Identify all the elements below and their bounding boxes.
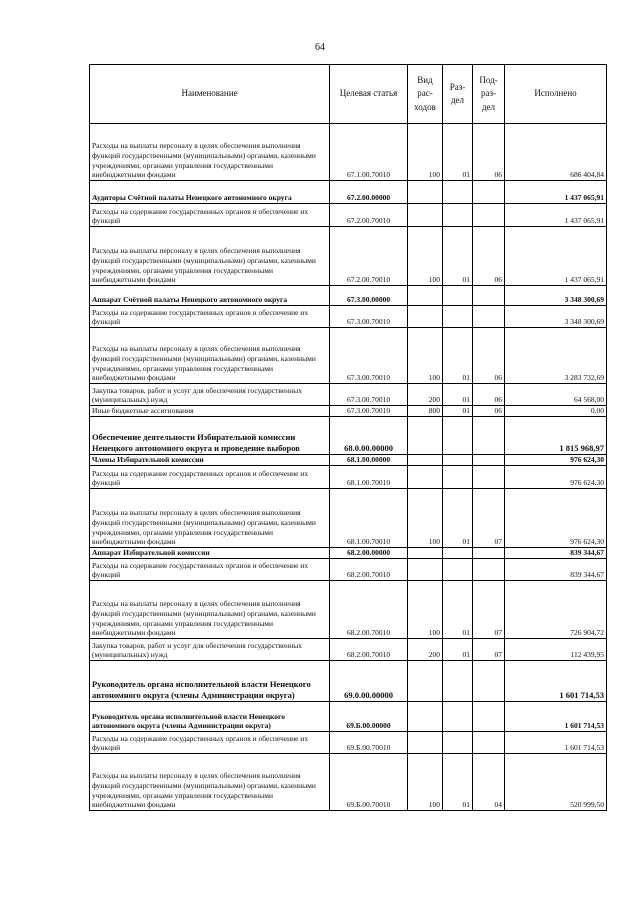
row-subsection: 06	[473, 328, 505, 384]
row-expense-type: 100	[408, 227, 443, 286]
row-executed-amount: 0,00	[505, 406, 607, 417]
header-expense-type: Вид рас-ходов	[408, 65, 443, 124]
row-executed-amount: 976 624,30	[505, 466, 607, 489]
row-executed-amount: 1 601 714,53	[505, 661, 607, 702]
row-expense-type	[408, 417, 443, 455]
row-name: Члены Избирательной комиссии	[90, 455, 330, 466]
table-row	[90, 384, 607, 406]
row-section: 01	[443, 489, 473, 548]
row-subsection	[473, 455, 505, 466]
row-target-article: 67.1.00.70010	[330, 124, 408, 181]
row-executed-amount: 839 344,67	[505, 548, 607, 559]
row-section	[443, 732, 473, 754]
row-target-article: 67.2.00.70010	[330, 227, 408, 286]
row-expense-type: 100	[408, 489, 443, 548]
table-row	[90, 639, 607, 661]
row-subsection: 06	[473, 124, 505, 181]
table-row	[90, 286, 607, 306]
row-name: Расходы на выплаты персоналу в целях обеспечения выполнения функций государственными (муниципальными) органами, казенными учреждениями, органами управления государственными внебюджетными фондами	[90, 581, 330, 639]
row-name: Обеспечение деятельности Избирательной комиссии Ненецкого автономного округа и проведение выборов	[90, 417, 330, 455]
row-section	[443, 466, 473, 489]
table-row	[90, 559, 607, 581]
row-section: 01	[443, 639, 473, 661]
row-expense-type	[408, 204, 443, 227]
row-executed-amount: 976 624,30	[505, 489, 607, 548]
row-executed-amount: 1 437 065,91	[505, 227, 607, 286]
row-name: Закупка товаров, работ и услуг для обеспечения государственных (муниципальных) нужд	[90, 384, 330, 406]
row-section: 01	[443, 124, 473, 181]
row-executed-amount: 839 344,67	[505, 559, 607, 581]
table-row	[90, 661, 607, 702]
row-target-article: 68.1.00.70010	[330, 466, 408, 489]
row-name: Расходы на выплаты персоналу в целях обеспечения выполнения функций государственными (муниципальными) органами, казенными учреждениями, органами управления государственными внебюджетными фондами	[90, 328, 330, 384]
row-subsection: 07	[473, 581, 505, 639]
row-target-article: 67.3.00.70010	[330, 306, 408, 328]
row-expense-type	[408, 466, 443, 489]
row-target-article: 68.2.00.70010	[330, 639, 408, 661]
row-section	[443, 204, 473, 227]
table-row	[90, 306, 607, 328]
row-target-article: 69.Б.00.70010	[330, 754, 408, 811]
row-expense-type: 100	[408, 328, 443, 384]
table-row	[90, 489, 607, 548]
row-expense-type	[408, 548, 443, 559]
row-name: Расходы на содержание государственных органов и обеспечение их функций	[90, 732, 330, 754]
row-target-article: 68.0.00.00000	[330, 417, 408, 455]
row-executed-amount: 686 404,84	[505, 124, 607, 181]
table-row	[90, 328, 607, 384]
row-subsection	[473, 466, 505, 489]
row-name: Расходы на выплаты персоналу в целях обеспечения выполнения функций государственными (муниципальными) органами, казенными учреждениями, органами управления государственными внебюджетными фондами	[90, 754, 330, 811]
row-section: 01	[443, 227, 473, 286]
row-subsection	[473, 559, 505, 581]
row-target-article: 69.Б.00.70010	[330, 732, 408, 754]
row-name: Расходы на выплаты персоналу в целях обеспечения выполнения функций государственными (муниципальными) органами, казенными учреждениями, органами управления государственными внебюджетными фондами	[90, 227, 330, 286]
table-row	[90, 702, 607, 732]
table-row	[90, 754, 607, 811]
row-name: Руководитель органа исполнительной власти Ненецкого автономного округа (члены Администрации округа)	[90, 702, 330, 732]
row-target-article: 68.2.00.00000	[330, 548, 408, 559]
row-executed-amount: 976 624,30	[505, 455, 607, 466]
row-subsection	[473, 181, 505, 204]
row-expense-type	[408, 732, 443, 754]
row-target-article: 69.0.00.00000	[330, 661, 408, 702]
row-expense-type	[408, 181, 443, 204]
row-executed-amount: 1 437 065,91	[505, 181, 607, 204]
row-executed-amount: 1 437 065,91	[505, 204, 607, 227]
row-section: 01	[443, 384, 473, 406]
table-row	[90, 732, 607, 754]
table-row	[90, 417, 607, 455]
row-target-article: 68.2.00.70010	[330, 559, 408, 581]
row-subsection	[473, 417, 505, 455]
row-name: Аппарат Избирательной комиссии	[90, 548, 330, 559]
row-name: Аппарат Счётной палаты Ненецкого автономного округа	[90, 286, 330, 306]
table-row	[90, 466, 607, 489]
row-name: Иные бюджетные ассигнования	[90, 406, 330, 417]
row-executed-amount: 726 904,72	[505, 581, 607, 639]
row-target-article: 67.2.00.00000	[330, 181, 408, 204]
row-target-article: 68.1.00.70010	[330, 489, 408, 548]
row-name: Расходы на содержание государственных органов и обеспечение их функций	[90, 306, 330, 328]
row-section	[443, 661, 473, 702]
row-section	[443, 306, 473, 328]
table-row	[90, 181, 607, 204]
row-executed-amount: 3 348 300,69	[505, 306, 607, 328]
row-target-article: 68.2.00.70010	[330, 581, 408, 639]
row-subsection: 04	[473, 754, 505, 811]
row-expense-type: 100	[408, 581, 443, 639]
row-subsection	[473, 286, 505, 306]
table-row	[90, 455, 607, 466]
row-target-article: 67.3.00.70010	[330, 406, 408, 417]
row-target-article: 67.2.00.70010	[330, 204, 408, 227]
row-section	[443, 455, 473, 466]
row-expense-type	[408, 286, 443, 306]
row-name: Аудиторы Счётной палаты Ненецкого автономного округа	[90, 181, 330, 204]
table-row	[90, 406, 607, 417]
table-row	[90, 204, 607, 227]
header-section: Раз-дел	[443, 65, 473, 124]
row-expense-type: 800	[408, 406, 443, 417]
row-target-article: 67.3.00.70010	[330, 328, 408, 384]
row-subsection: 06	[473, 384, 505, 406]
table-row	[90, 227, 607, 286]
row-target-article: 69.Б.00.00000	[330, 702, 408, 732]
row-executed-amount: 3 283 732,69	[505, 328, 607, 384]
row-subsection	[473, 306, 505, 328]
header-executed: Исполнено	[505, 65, 607, 124]
row-name: Расходы на содержание государственных органов и обеспечение их функций	[90, 204, 330, 227]
row-section	[443, 181, 473, 204]
row-section: 01	[443, 328, 473, 384]
header-subsection: Под-раз-дел	[473, 65, 505, 124]
row-expense-type: 100	[408, 754, 443, 811]
row-section: 01	[443, 754, 473, 811]
table-row	[90, 124, 607, 181]
row-expense-type: 100	[408, 124, 443, 181]
row-section	[443, 702, 473, 732]
row-section: 01	[443, 406, 473, 417]
row-subsection: 06	[473, 406, 505, 417]
row-subsection	[473, 548, 505, 559]
row-subsection: 06	[473, 227, 505, 286]
row-executed-amount: 3 348 300,69	[505, 286, 607, 306]
row-section	[443, 559, 473, 581]
row-name: Закупка товаров, работ и услуг для обеспечения государственных (муниципальных) нужд	[90, 639, 330, 661]
row-expense-type	[408, 559, 443, 581]
row-executed-amount: 1 601 714,53	[505, 732, 607, 754]
row-executed-amount: 64 568,00	[505, 384, 607, 406]
row-section: 01	[443, 581, 473, 639]
row-section	[443, 286, 473, 306]
row-expense-type: 200	[408, 384, 443, 406]
row-target-article: 67.3.00.00000	[330, 286, 408, 306]
row-executed-amount: 1 815 968,97	[505, 417, 607, 455]
row-expense-type	[408, 306, 443, 328]
table-header-row	[90, 65, 607, 124]
page-number: 64	[315, 42, 325, 53]
row-name: Расходы на содержание государственных органов и обеспечение их функций	[90, 466, 330, 489]
row-subsection	[473, 702, 505, 732]
row-section	[443, 548, 473, 559]
row-name: Руководитель органа исполнительной власти Ненецкого автономного округа (члены Администрации округа)	[90, 661, 330, 702]
row-executed-amount: 112 439,95	[505, 639, 607, 661]
row-subsection	[473, 732, 505, 754]
row-name: Расходы на выплаты персоналу в целях обеспечения выполнения функций государственными (муниципальными) органами, казенными учреждениями, органами управления государственными внебюджетными фондами	[90, 124, 330, 181]
row-expense-type	[408, 455, 443, 466]
row-target-article: 67.3.00.70010	[330, 384, 408, 406]
row-subsection	[473, 204, 505, 227]
row-subsection: 07	[473, 489, 505, 548]
row-expense-type: 200	[408, 639, 443, 661]
table-row	[90, 581, 607, 639]
row-subsection: 07	[473, 639, 505, 661]
row-expense-type	[408, 702, 443, 732]
budget-execution-table	[89, 64, 607, 811]
table-row	[90, 548, 607, 559]
row-name: Расходы на выплаты персоналу в целях обеспечения выполнения функций государственными (муниципальными) органами, казенными учреждениями, органами управления государственными внебюджетными фондами	[90, 489, 330, 548]
row-subsection	[473, 661, 505, 702]
header-target-article: Целевая статья	[330, 65, 408, 124]
row-name: Расходы на содержание государственных органов и обеспечение их функций	[90, 559, 330, 581]
row-executed-amount: 1 601 714,53	[505, 702, 607, 732]
row-executed-amount: 520 999,50	[505, 754, 607, 811]
row-section	[443, 417, 473, 455]
header-name: Наименование	[90, 65, 330, 124]
row-target-article: 68.1.00.00000	[330, 455, 408, 466]
row-expense-type	[408, 661, 443, 702]
